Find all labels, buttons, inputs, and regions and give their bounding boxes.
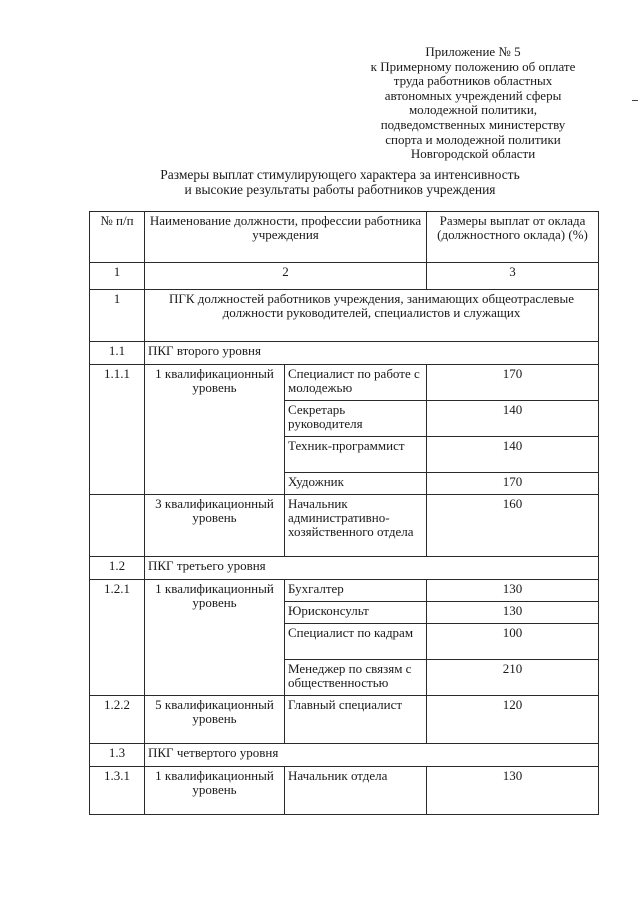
header-num: № п/п [90, 212, 145, 263]
row-num: 1.3 [90, 744, 145, 767]
annex-heading [348, 45, 598, 162]
table-row [90, 557, 599, 580]
table-row [90, 580, 599, 602]
annex-line: Приложение № 5 [425, 44, 521, 59]
qualification-level: 1 квалификационный уровень [145, 365, 285, 495]
row-num: 1.2 [90, 557, 145, 580]
position-name: Менеджер по связям с общественностью [285, 660, 427, 696]
row-num: 1.1.1 [90, 365, 145, 495]
qualification-level: 1 квалификационный уровень [145, 767, 285, 815]
header-name: Наименование должности, профессии работника учреждения [145, 212, 427, 263]
annex-line: подведомственных министерству [380, 116, 566, 132]
annex-line: к Примерному положению об оплате [370, 58, 576, 74]
column-number: 2 [145, 263, 427, 290]
position-name: Специалист по кадрам [285, 624, 427, 660]
row-num: 1 [90, 290, 145, 342]
qualification-level: 1 квалификационный уровень [145, 580, 285, 696]
position-name: Юрисконсульт [285, 602, 427, 624]
table-row [90, 495, 599, 557]
row-num: 1.2.1 [90, 580, 145, 696]
table-row [90, 290, 599, 342]
group-title: ПКГ второго уровня [145, 342, 599, 365]
position-value: 130 [427, 602, 599, 624]
position-name: Специалист по работе с молодежью [285, 365, 427, 401]
table-row [90, 696, 599, 744]
document-title [90, 167, 590, 197]
position-value: 170 [427, 473, 599, 495]
table-row [90, 767, 599, 815]
annex-line: автономных учреждений сферы [384, 87, 562, 103]
payments-table [89, 211, 599, 815]
annex-line: Новгородской области [410, 146, 536, 162]
qualification-level: 5 квалификационный уровень [145, 696, 285, 744]
table-header-row [90, 212, 599, 263]
group-title: ПГК должностей работников учреждения, занимающих общеотраслевые должности руководителей, специалистов и служащих [145, 290, 599, 342]
column-number: 3 [427, 263, 599, 290]
row-num: 1.3.1 [90, 767, 145, 815]
group-title: ПКГ третьего уровня [145, 557, 599, 580]
header-rate: Размеры выплат от оклада (должностного оклада) (%) [427, 212, 599, 263]
annex-line: спорта и молодежной политики [385, 131, 561, 147]
position-name: Начальник отдела [285, 767, 427, 815]
position-value: 140 [427, 437, 599, 473]
group-title: ПКГ четвертого уровня [145, 744, 599, 767]
position-value: 100 [427, 624, 599, 660]
title-line-1: Размеры выплат стимулирующего характера за интенсивность [160, 167, 520, 182]
position-name: Секретарь руководителя [285, 401, 427, 437]
table-row [90, 342, 599, 365]
annex-line: молодежной политики, [408, 102, 538, 118]
position-value: 120 [427, 696, 599, 744]
column-numbers-row [90, 263, 599, 290]
table-row [90, 365, 599, 401]
position-value: 140 [427, 401, 599, 437]
position-name: Техник-программист [285, 437, 427, 473]
position-name: Начальник административно-хозяйственного отдела [285, 495, 427, 557]
title-line-2: и высокие результаты работы работников учреждения [184, 182, 496, 197]
position-value: 160 [427, 495, 599, 557]
position-value: 170 [427, 365, 599, 401]
position-name: Художник [285, 473, 427, 495]
table-row [90, 744, 599, 767]
position-name: Бухгалтер [285, 580, 427, 602]
position-value: 130 [427, 580, 599, 602]
position-value: 130 [427, 767, 599, 815]
position-name: Главный специалист [285, 696, 427, 744]
position-value: 210 [427, 660, 599, 696]
row-num: 1.2.2 [90, 696, 145, 744]
column-number: 1 [90, 263, 145, 290]
qualification-level: 3 квалификационный уровень [145, 495, 285, 557]
page-edge-mark [632, 100, 638, 101]
row-num-empty [90, 495, 145, 557]
annex-line: труда работников областных [393, 73, 553, 89]
row-num: 1.1 [90, 342, 145, 365]
